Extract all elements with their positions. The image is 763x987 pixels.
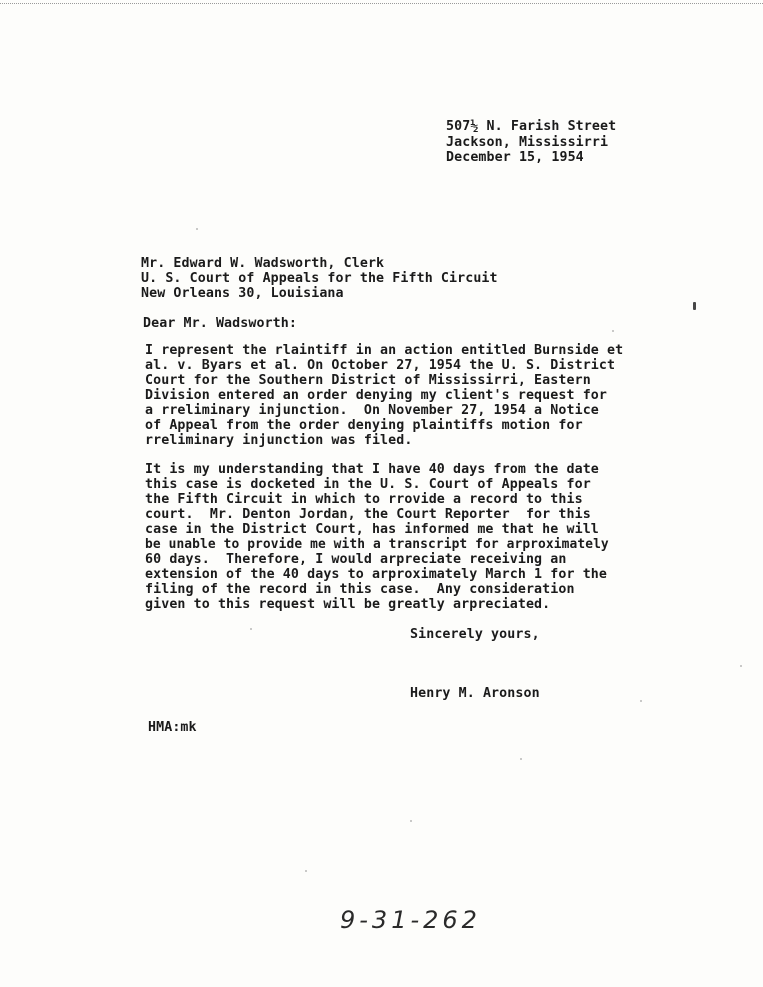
paragraph-line: I represent the rlaintiff in an action entitled Burnside et — [145, 343, 624, 358]
paragraph-line: be unable to provide me with a transcript for arproximately — [145, 537, 609, 552]
paragraph-line: case in the District Court, has informed me that he will — [145, 522, 599, 537]
page-top-edge — [0, 3, 763, 4]
paragraph-line: Court for the Southern District of Mississirri, Eastern — [145, 373, 591, 388]
sender-street: 507½ N. Farish Street — [446, 119, 617, 134]
paragraph-line: this case is docketed in the U. S. Court of Appeals for — [145, 477, 591, 492]
letter-date: December 15, 1954 — [446, 150, 584, 165]
paragraph-line: filing of the record in this case. Any consideration — [145, 582, 575, 597]
scan-speck — [740, 665, 742, 667]
paragraph-line: 60 days. Therefore, I would arpreciate receiving an — [145, 552, 567, 567]
paragraph-line: extension of the 40 days to arproximately March 1 for the — [145, 567, 608, 582]
paragraph-line: a rreliminary injunction. On November 27, 1954 a Notice — [145, 403, 599, 418]
paragraph-line: Division entered an order denying my client's request for — [145, 388, 608, 403]
scan-speck — [612, 330, 614, 332]
scan-speck — [693, 302, 696, 310]
paragraph-line: the Fifth Circuit in which to rrovide a record to this — [145, 492, 583, 507]
paragraph-line: It is my understanding that I have 40 days from the date — [145, 462, 599, 477]
scan-speck — [196, 228, 198, 230]
closing: Sincerely yours, — [410, 627, 540, 642]
recipient-court: U. S. Court of Appeals for the Fifth Circuit — [141, 271, 498, 286]
salutation: Dear Mr. Wadsworth: — [143, 316, 298, 331]
paragraph-line: court. Mr. Denton Jordan, the Court Reporter for this — [145, 507, 591, 522]
paragraph-line: al. v. Byars et al. On October 27, 1954 the U. S. District — [145, 358, 616, 373]
recipient-name: Mr. Edward W. Wadsworth, Clerk — [141, 256, 385, 271]
scan-speck — [250, 628, 252, 630]
scan-speck — [305, 870, 307, 872]
handwritten-file-number: 9-31-262 — [340, 906, 481, 934]
paragraph-line: given to this request will be greatly arpreciated. — [145, 597, 551, 612]
paragraph-line: of Appeal from the order denying plaintiffs motion for — [145, 418, 583, 433]
typist-initials: HMA:mk — [148, 720, 197, 735]
paragraph-line: rreliminary injunction was filed. — [145, 433, 413, 448]
scan-speck — [640, 700, 642, 702]
scan-speck — [410, 820, 412, 822]
recipient-city: New Orleans 30, Louisiana — [141, 286, 344, 301]
signer-name: Henry M. Aronson — [410, 686, 540, 701]
scan-speck — [520, 758, 522, 760]
sender-city: Jackson, Mississirri — [446, 135, 609, 150]
